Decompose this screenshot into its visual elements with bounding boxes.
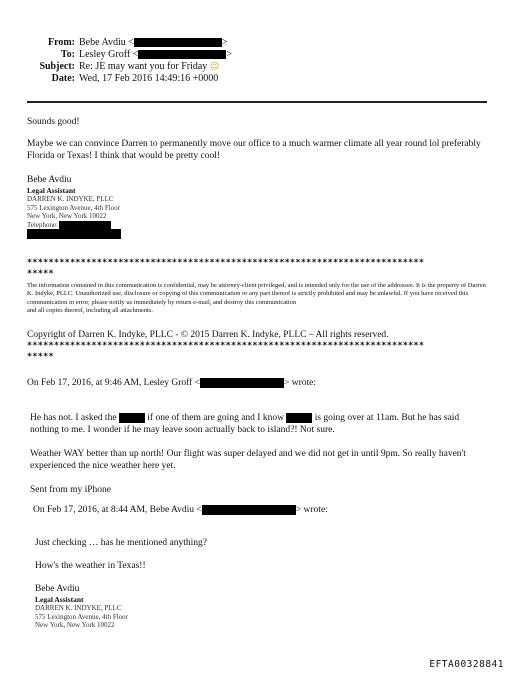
- quoted-paragraph: Just checking … has he mentioned anything?: [35, 538, 208, 548]
- redaction-box: [27, 229, 121, 239]
- quoted-paragraph: [30, 412, 470, 436]
- redaction-box: [138, 50, 226, 59]
- date-label: Date:: [51, 73, 75, 84]
- star-separator: **************************************************************************: [27, 258, 425, 268]
- redaction-box: [119, 413, 145, 423]
- quoted-paragraph: How's the weather in Texas!!: [35, 561, 146, 571]
- quoted-text: He has not. I asked the: [30, 413, 117, 423]
- to-label: To:: [60, 49, 75, 60]
- to-row: [0, 49, 232, 61]
- body-paragraph: Maybe we can convince Darren to permanently move our office to a much warmer climate all year round lol preferably Florida or Texas! I think that would be pretty cool!: [27, 139, 481, 161]
- subject-row: [0, 61, 232, 73]
- email-header: [0, 37, 232, 85]
- signature: [35, 584, 235, 630]
- star-separator: **************************************************************************: [27, 341, 425, 351]
- attribution-end: > wrote:: [295, 505, 328, 515]
- signature-firm: DARREN K. INDYKE, PLLC: [35, 604, 122, 612]
- subject-value: Re: JE may want you for Friday: [79, 61, 208, 72]
- header-divider: [27, 101, 487, 103]
- signature-title: Legal Assistant: [35, 595, 84, 604]
- disclaimer-text: The information contained in this communication is confidential, may be attorney-client privileged, and is intended only for the use of the addressee. It is the property of Darren K. Indyke, PLLC. Unauthorized use, disclosure or copying of this communication or any part thereof is strictly prohibited and may be unlawful. If you have received this communication in error, please notify us immediately by return e-mail, and destroy this communication: [27, 282, 486, 306]
- signature-name: Bebe Avdiu: [35, 584, 80, 594]
- date-value: Wed, 17 Feb 2016 14:49:16 +0000: [79, 73, 219, 84]
- to-value: Lesley Groff <: [79, 49, 139, 60]
- signature: [27, 175, 227, 241]
- from-end: >: [221, 37, 228, 48]
- from-row: [0, 37, 232, 49]
- signature-firm: DARREN K. INDYKE, PLLC: [27, 195, 114, 203]
- attribution-end: > wrote:: [284, 378, 317, 388]
- subject-label: Subject:: [39, 61, 75, 72]
- signature-title: Legal Assistant: [27, 186, 76, 195]
- quoted-text: if one of them are going and I know: [147, 413, 284, 423]
- quoted-text: is going over at 11am. But he has said nothing to me. I wonder if he may leave soon actually back to island?! Not sure.: [30, 413, 460, 435]
- quote-attribution: [33, 504, 328, 516]
- redaction-box: [202, 505, 296, 515]
- redaction-box: [134, 38, 222, 47]
- attribution-text: On Feb 17, 2016, at 9:46 AM, Lesley Groff <: [27, 378, 200, 388]
- signature-address2: New York, New York 10022: [35, 621, 115, 630]
- quote-attribution: [27, 377, 316, 389]
- message-body: [27, 116, 487, 162]
- signature-address2: New York, New York 10022: [27, 212, 107, 221]
- to-end: >: [226, 49, 232, 60]
- telephone-label: Telephone:: [27, 220, 58, 229]
- star-separator-tail: *****: [27, 352, 54, 362]
- redaction-box: [59, 221, 111, 229]
- wink-emoji-icon: 😉: [209, 62, 220, 72]
- quoted-message: [30, 412, 470, 496]
- quoted-paragraph: Sent from my iPhone: [30, 485, 112, 495]
- signature-name: Bebe Avdiu: [27, 175, 72, 185]
- from-label: From:: [47, 37, 75, 48]
- body-paragraph: Sounds good!: [27, 117, 80, 127]
- quoted-message: [35, 537, 465, 572]
- from-value: Bebe Avdiu <: [79, 37, 134, 48]
- quoted-paragraph: Weather WAY better than up north! Our flight was super delayed and we did not get in until 9pm. So really haven't experienced the nice weather here yet.: [30, 449, 466, 471]
- disclaimer: [27, 282, 487, 315]
- redaction-box: [200, 378, 284, 388]
- redaction-box: [286, 413, 312, 423]
- bates-number: EFTA00328841: [429, 659, 504, 670]
- disclaimer-text2: and all copies thereof, including all attachments.: [27, 306, 153, 314]
- attribution-text: On Feb 17, 2016, at 8:44 AM, Bebe Avdiu <: [33, 505, 202, 515]
- signature-telephone: [27, 221, 227, 230]
- star-separator-tail: *****: [27, 269, 54, 279]
- signature-address1: 575 Lexington Avenue, 4th Floor: [27, 203, 120, 212]
- date-row: [0, 73, 232, 85]
- signature-address1: 575 Lexington Avenue, 4th Floor: [35, 612, 128, 621]
- copyright-notice: Copyright of Darren K. Indyke, PLLC - © 2015 Darren K. Indyke, PLLC – All rights reserved.: [27, 330, 389, 340]
